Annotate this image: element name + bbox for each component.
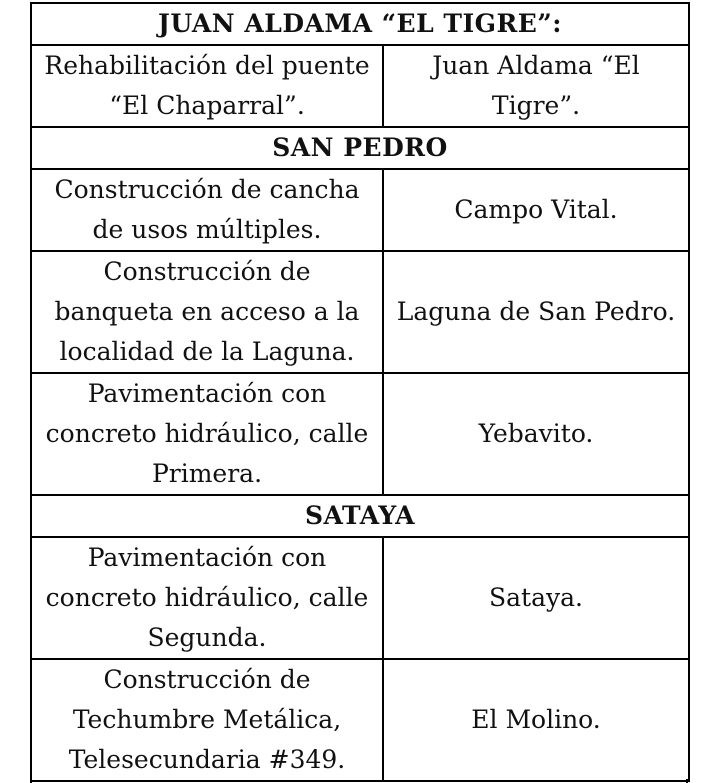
- table-row: [31, 251, 689, 373]
- section-title-san-pedro: SAN PEDRO: [31, 127, 689, 169]
- obra-cell: Rehabilitación del puente “El Chaparral”.: [31, 45, 383, 127]
- localidad-cell: Yebavito.: [383, 373, 689, 495]
- localidad-cell: Campo Vital.: [383, 169, 689, 251]
- table-row: [31, 373, 689, 495]
- table-row: [31, 45, 689, 127]
- localidad-cell: Sataya.: [383, 537, 689, 659]
- localidad-cell: El Molino.: [383, 659, 689, 781]
- section-title-sataya: SATAYA: [31, 495, 689, 537]
- section-title-juan-aldama: JUAN ALDAMA “EL TIGRE”:: [31, 3, 689, 45]
- obra-cell: Construcción de Techumbre Metálica, Telesecundaria #349.: [31, 659, 383, 781]
- localidad-cell: Laguna de San Pedro.: [383, 251, 689, 373]
- table-continuation: [30, 779, 688, 783]
- section-header-row: [31, 495, 689, 537]
- section-header-row: [31, 127, 689, 169]
- obra-cell: Pavimentación con concreto hidráulico, calle Primera.: [31, 373, 383, 495]
- obra-cell: Construcción de cancha de usos múltiples.: [31, 169, 383, 251]
- obra-cell: Pavimentación con concreto hidráulico, calle Segunda.: [31, 537, 383, 659]
- table-row: [31, 659, 689, 781]
- localidad-cell: Juan Aldama “El Tigre”.: [383, 45, 689, 127]
- table-row: [31, 169, 689, 251]
- projects-table: [30, 2, 690, 782]
- section-header-row: [31, 3, 689, 45]
- table-row: [31, 537, 689, 659]
- obra-cell: Construcción de banqueta en acceso a la localidad de la Laguna.: [31, 251, 383, 373]
